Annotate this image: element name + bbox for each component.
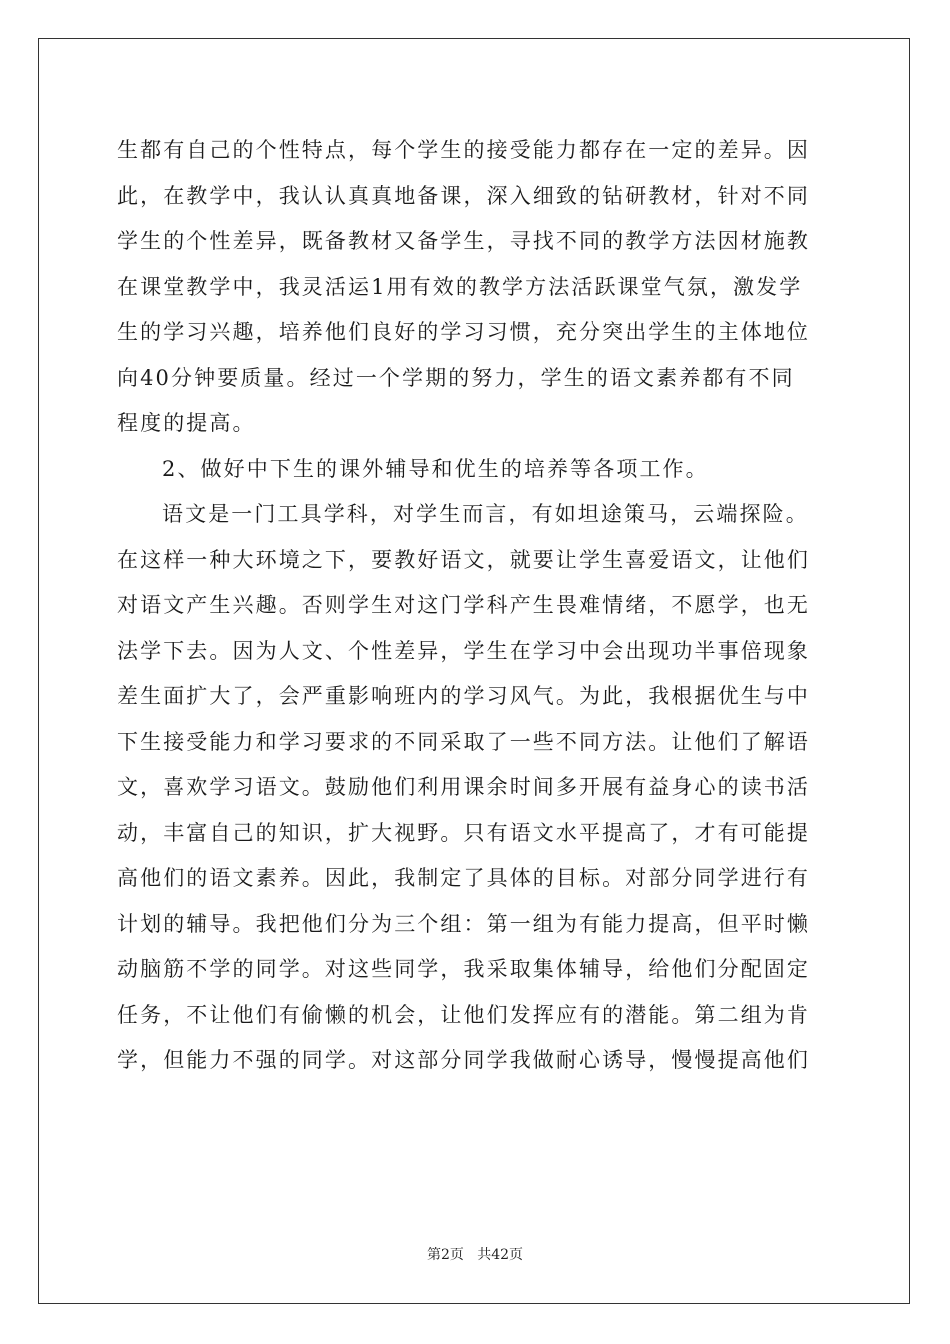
body-line-4: 在课堂教学中，我灵活运1用有效的教学方法活跃课堂气氛，激发学 xyxy=(117,274,803,299)
page-number-footer: 第2页 共42页 xyxy=(426,1247,524,1263)
body-line-2: 此，在教学中，我认认真真地备课，深入细致的钻研教材，针对不同 xyxy=(117,183,810,208)
body-line-18: 计划的辅导。我把他们分为三个组：第一组为有能力提高，但平时懒 xyxy=(117,911,810,936)
body-line-13: 差生面扩大了，会严重影响班内的学习风气。为此，我根据优生与中 xyxy=(117,684,810,708)
body-line-6: 向40分钟要质量。经过一个学期的努力，学生的语文素养都有不同 xyxy=(117,365,795,390)
body-line-21: 学，但能力不强的同学。对这部分同学我做耐心诱导，慢慢提高他们 xyxy=(117,1048,810,1072)
body-line-11: 对语文产生兴趣。否则学生对这门学科产生畏难情绪，不愿学，也无 xyxy=(117,593,810,617)
section-heading-2: 2、做好中下生的课外辅导和优生的培养等各项工作。 xyxy=(162,456,709,481)
body-line-1: 生都有自己的个性特点，每个学生的接受能力都存在一定的差异。因 xyxy=(117,138,810,162)
body-line-7: 程度的提高。 xyxy=(117,411,256,435)
body-line-10: 在这样一种大环境之下，要教好语文，就要让学生喜爱语文，让他们 xyxy=(117,547,810,572)
body-line-20: 任务，不让他们有偷懒的机会，让他们发挥应有的潜能。第二组为肯 xyxy=(117,1002,810,1027)
body-line-17: 高他们的语文素养。因此，我制定了具体的目标。对部分同学进行有 xyxy=(117,866,810,890)
body-line-3: 学生的个性差异，既备教材又备学生，寻找不同的教学方法因材施教 xyxy=(117,229,810,253)
body-line-12: 法学下去。因为人文、个性差异，学生在学习中会出现功半事倍现象 xyxy=(117,638,810,663)
body-line-15: 文，喜欢学习语文。鼓励他们利用课余时间多开展有益身心的读书活 xyxy=(117,775,810,799)
body-line-19: 动脑筋不学的同学。对这些同学，我采取集体辅导，给他们分配固定 xyxy=(117,957,810,981)
paragraph-start-line: 语文是一门工具学科，对学生而言，有如坦途策马，云端探险。 xyxy=(162,502,809,526)
body-line-14: 下生接受能力和学习要求的不同采取了一些不同方法。让他们了解语 xyxy=(117,729,810,754)
body-line-16: 动，丰富自己的知识，扩大视野。只有语文水平提高了，才有可能提 xyxy=(117,820,810,845)
body-line-5: 生的学习兴趣，培养他们良好的学习习惯，充分突出学生的主体地位 xyxy=(117,320,810,344)
document-body xyxy=(117,128,835,1084)
